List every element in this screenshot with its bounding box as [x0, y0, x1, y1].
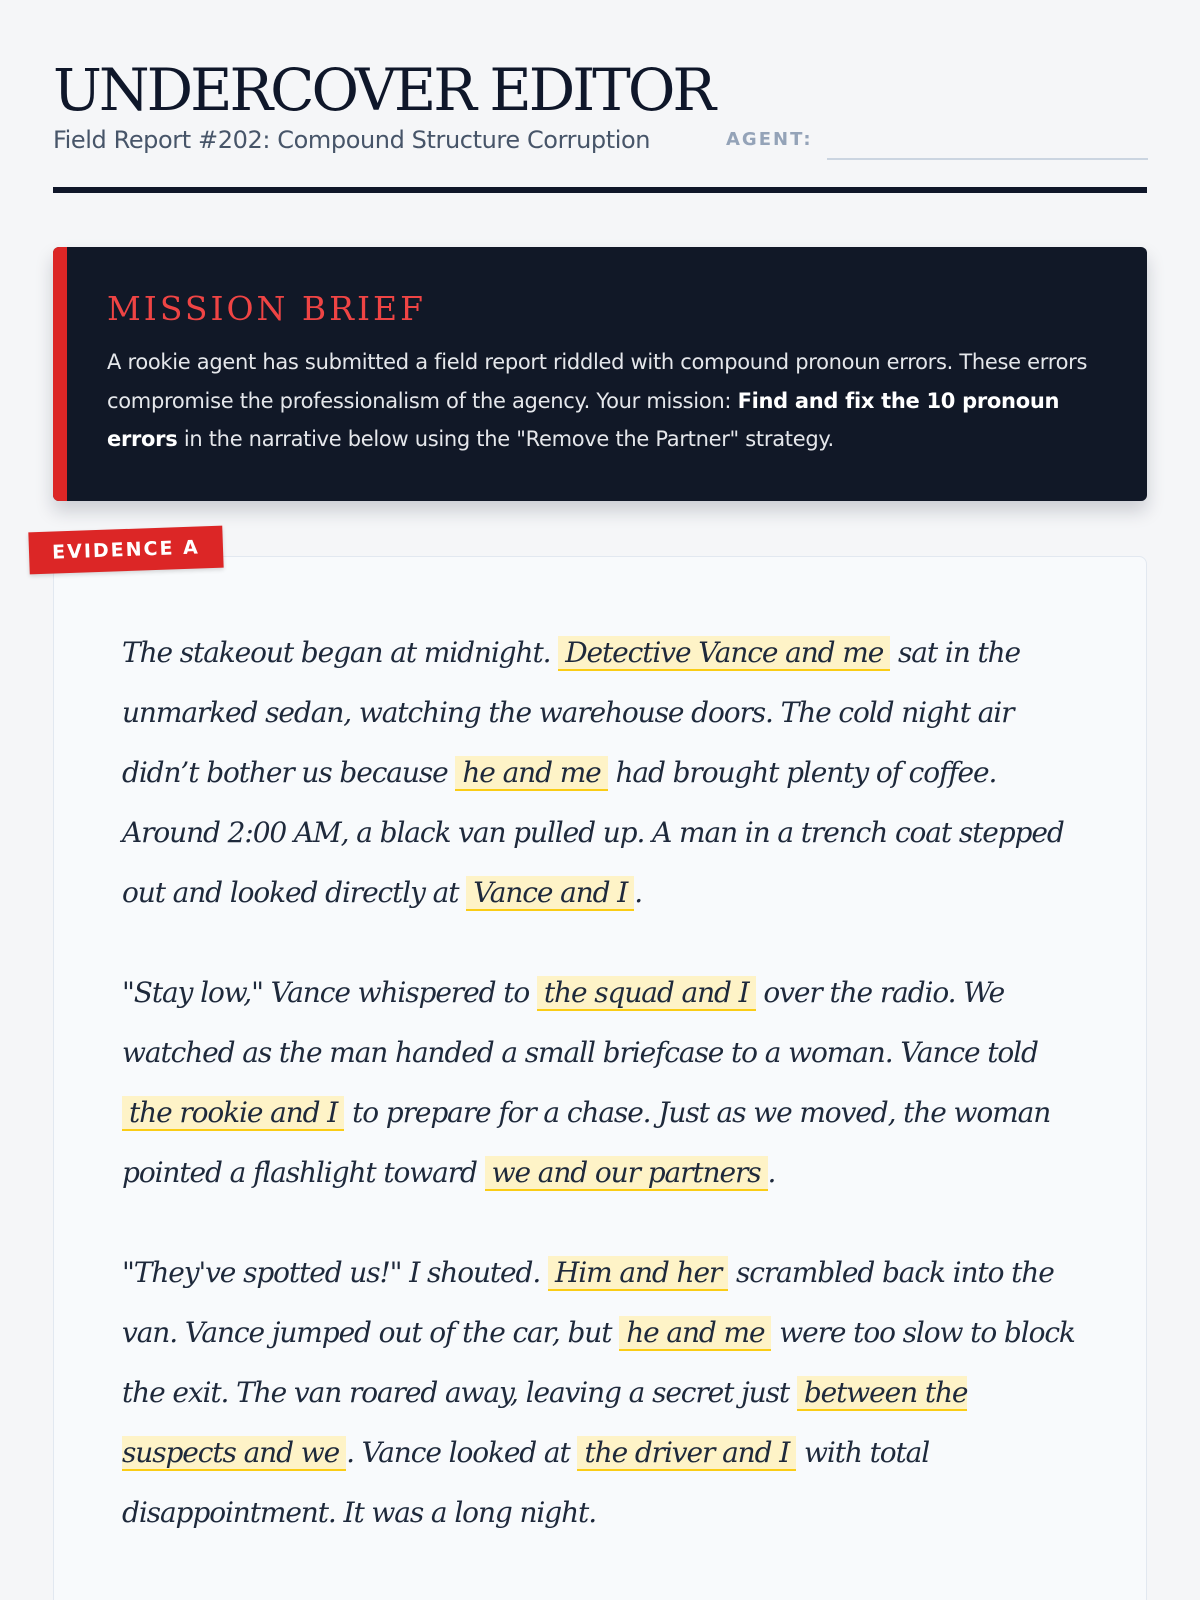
pronoun-error-4[interactable]: the squad and I	[537, 976, 756, 1011]
report-subtitle: Field Report #202: Compound Structure Corruption	[53, 126, 651, 154]
agent-name-input[interactable]	[827, 124, 1148, 160]
brief-text-outro: in the narrative below using the "Remove the Partner" strategy.	[177, 427, 834, 451]
evidence-tag: EVIDENCE A	[28, 526, 223, 575]
narrative-text-segment: to prepare for a chase. Just as we moved, the woman pointed a flashlight toward	[122, 1096, 1051, 1189]
brief-text-intro: A rookie agent has submitted a field report riddled with compound pronoun errors. These errors compromise the professionalism of the agency. Your mission:	[107, 350, 1088, 413]
pronoun-error-9[interactable]: between the suspects and we	[122, 1376, 968, 1469]
narrative-text-segment: over the radio. We watched as the man handed a small briefcase to a woman. Vance told	[122, 976, 1038, 1069]
narrative-text-segment: "Stay low," Vance whispered to	[122, 976, 537, 1009]
narrative-text-segment: had brought plenty of coffee. Around 2:00 AM, a black van pulled up. A man in a trench coat stepped out and looked directly at	[122, 756, 1064, 909]
narrative-text-segment: sat in the unmarked sedan, watching the warehouse doors. The cold night air didn’t bother us because	[122, 636, 1020, 789]
subtitle-row	[53, 124, 1147, 160]
agent-label: AGENT:	[726, 129, 813, 150]
narrative-text-segment: . Vance looked at	[346, 1436, 578, 1469]
pronoun-error-10[interactable]: the driver and I	[577, 1436, 796, 1471]
narrative-text-segment: The stakeout began at midnight.	[122, 636, 559, 669]
narrative-paragraph-1	[122, 623, 1084, 923]
brief-accent-stripe	[53, 247, 67, 501]
narrative-text-segment: .	[634, 876, 643, 909]
narrative-text-segment: scrambled back into the van. Vance jumped out of the car, but	[122, 1256, 1054, 1349]
pronoun-error-2[interactable]: he and me	[455, 756, 607, 791]
page-title: UNDERCOVER EDITOR	[53, 56, 714, 124]
pronoun-error-1[interactable]: Detective Vance and me	[558, 636, 890, 671]
pronoun-error-8[interactable]: he and me	[619, 1316, 771, 1351]
narrative-text-segment: were too slow to block the exit. The van roared away, leaving a secret just	[122, 1316, 1075, 1409]
header-divider	[53, 187, 1147, 193]
brief-heading: MISSION BRIEF	[107, 289, 427, 328]
pronoun-error-6[interactable]: we and our partners	[485, 1156, 768, 1191]
narrative-text-segment: .	[767, 1156, 776, 1189]
narrative-paragraph-2	[122, 963, 1084, 1203]
pronoun-error-7[interactable]: Him and her	[548, 1256, 728, 1291]
brief-text	[107, 343, 1107, 459]
brief-text-emphasis: Find and fix the 10 pronoun errors	[107, 388, 1060, 451]
narrative-text-segment: "They've spotted us!" I shouted.	[122, 1256, 548, 1289]
mission-brief-card	[53, 247, 1147, 501]
narrative-paragraph-3	[122, 1243, 1084, 1543]
narrative-text	[122, 623, 1084, 1583]
pronoun-error-3[interactable]: Vance and I	[466, 876, 634, 911]
narrative-text-segment: with total disappointment. It was a long night.	[122, 1436, 930, 1529]
pronoun-error-5[interactable]: the rookie and I	[122, 1096, 344, 1131]
